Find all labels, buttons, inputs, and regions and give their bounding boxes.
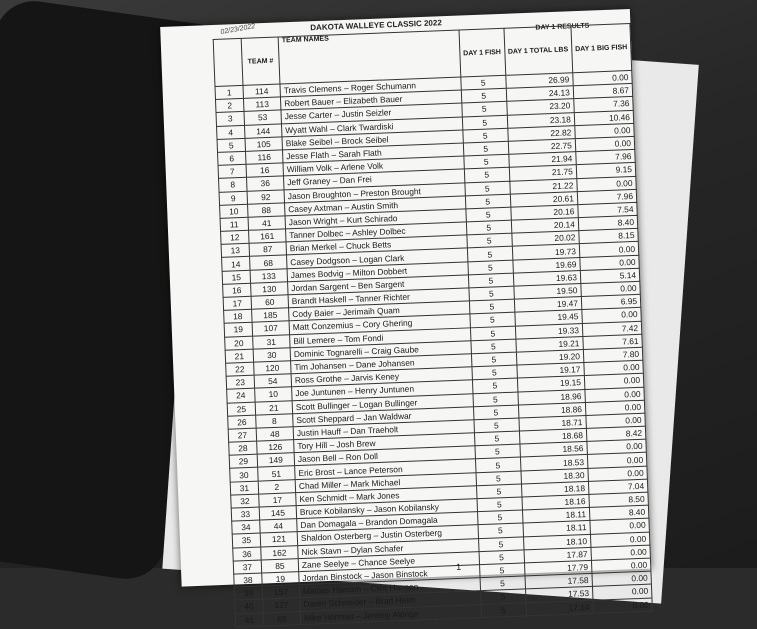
big-fish-cell: 9.15: [576, 163, 636, 178]
fish-cell: 5: [465, 181, 510, 196]
team-names-cell: Scott Bullinger – Logan Bullinger: [292, 393, 473, 413]
team-number-cell: 31: [253, 334, 291, 349]
place-cell: 28: [229, 441, 257, 455]
big-fish-cell: 5.14: [580, 268, 640, 283]
page-number: 1: [455, 561, 462, 573]
place-cell: 37: [233, 560, 261, 574]
fish-cell: 5: [470, 326, 515, 341]
team-names-cell: Mattias Hanson – Clint Hanson: [299, 578, 480, 598]
big-fish-cell: 0.00: [593, 598, 653, 613]
total-lbs-cell: 19.50: [513, 284, 581, 300]
team-number-cell: 68: [249, 255, 287, 270]
team-number-cell: 19: [262, 572, 300, 587]
team-names-cell: Nick Stavn – Dylan Schafer: [298, 538, 479, 558]
total-lbs-cell: 21.75: [509, 165, 577, 181]
place-cell: 29: [229, 454, 257, 468]
team-names-cell: Bruce Kobilansky – Jason Kobilansky: [296, 499, 477, 519]
total-lbs-cell: 18.10: [523, 534, 591, 550]
team-names-cell: Jesse Carter – Justin Seizler: [281, 103, 462, 123]
team-number-cell: 149: [257, 453, 295, 468]
big-fish-cell: 7.04: [588, 479, 648, 494]
team-names-cell: Casey Axtman – Austin Smith: [285, 196, 466, 216]
big-fish-cell: 8.40: [589, 505, 649, 520]
fish-cell: 5: [461, 88, 506, 103]
team-names-cell: Jason Wright – Kurt Schirado: [285, 209, 466, 229]
total-lbs-cell: 19.21: [515, 336, 583, 352]
big-fish-cell: 7.80: [583, 347, 643, 362]
fish-cell: 5: [480, 576, 525, 591]
total-lbs-cell: 18.71: [518, 415, 586, 431]
place-cell: 32: [231, 494, 259, 508]
place-cell: 13: [221, 244, 249, 258]
fish-cell: 5: [480, 589, 525, 604]
total-lbs-cell: 18.68: [519, 429, 587, 445]
total-lbs-cell: 22.82: [507, 125, 575, 141]
fish-cell: 5: [462, 115, 507, 130]
team-number-cell: 105: [245, 137, 283, 152]
big-fish-cell: 0.00: [587, 439, 647, 454]
place-cell: 38: [234, 573, 262, 587]
fish-cell: 5: [463, 128, 508, 143]
team-number-cell: 10: [255, 387, 293, 402]
big-fish-cell: 0.00: [581, 281, 641, 296]
team-number-cell: 85: [261, 558, 299, 573]
team-number-cell: 144: [244, 123, 282, 138]
total-lbs-cell: 17.14: [526, 600, 594, 616]
team-number-cell: 2: [258, 479, 296, 494]
team-number-cell: 107: [252, 321, 290, 336]
fish-cell: 5: [468, 273, 513, 288]
col-day1-fish: DAY 1 FISH: [459, 28, 506, 77]
place-cell: 15: [222, 270, 250, 284]
team-names-cell: Travis Clemens – Roger Schumann: [280, 77, 461, 97]
team-names-cell: Joe Juntunen – Henry Juntunen: [292, 380, 473, 400]
fish-cell: 5: [470, 313, 515, 328]
team-names-cell: Brandt Haskell – Tanner Richter: [288, 288, 469, 308]
big-fish-cell: 0.00: [585, 387, 645, 402]
total-lbs-cell: 19.73: [512, 244, 580, 260]
fish-cell: 5: [479, 563, 524, 578]
fish-cell: 5: [471, 339, 516, 354]
team-number-cell: 162: [261, 545, 299, 560]
fish-cell: 5: [468, 260, 513, 275]
total-lbs-cell: 18.11: [523, 521, 591, 537]
total-lbs-cell: 18.56: [519, 442, 587, 458]
big-fish-cell: 0.00: [590, 532, 650, 547]
big-fish-cell: 0.00: [587, 453, 647, 468]
total-lbs-cell: 21.22: [509, 178, 577, 194]
big-fish-cell: 0.00: [585, 400, 645, 415]
total-lbs-cell: 19.69: [512, 257, 580, 273]
team-names-cell: Jordan Sargent – Ben Sargent: [288, 275, 469, 295]
big-fish-cell: 0.00: [575, 136, 635, 151]
team-number-cell: 185: [252, 308, 290, 323]
big-fish-cell: 0.00: [582, 308, 642, 323]
big-fish-cell: 7.96: [576, 150, 636, 165]
total-lbs-cell: 18.18: [521, 481, 589, 497]
place-cell: 5: [217, 138, 245, 152]
big-fish-cell: 8.42: [586, 426, 646, 441]
date-stamp: 02/23/2022: [219, 22, 256, 37]
place-cell: 31: [230, 481, 258, 495]
total-lbs-cell: 20.16: [510, 205, 578, 221]
fish-cell: 5: [469, 286, 514, 301]
team-names-cell: Scott Sheppard – Jan Waldwar: [293, 406, 474, 426]
total-lbs-cell: 17.79: [524, 560, 592, 576]
team-number-cell: 114: [243, 84, 281, 99]
team-names-cell: Mike Herman – Jeremy Alonge: [300, 604, 481, 624]
big-fish-cell: 7.36: [574, 97, 634, 112]
big-fish-cell: 0.00: [591, 558, 651, 573]
team-names-cell: Jordan Binstock – Jason Binstock: [299, 565, 480, 585]
team-number-cell: 48: [256, 427, 294, 442]
total-lbs-cell: 18.11: [522, 508, 590, 524]
team-number-cell: 60: [251, 295, 289, 310]
total-lbs-cell: 24.13: [506, 86, 574, 102]
fish-cell: 5: [467, 233, 512, 248]
big-fish-cell: 0.00: [584, 374, 644, 389]
total-lbs-cell: 17.58: [525, 573, 593, 589]
team-number-cell: 21: [255, 400, 293, 415]
results-sheet: [160, 9, 651, 625]
team-number-cell: 87: [249, 242, 287, 257]
team-names-cell: Dan Domagala – Brandon Domagala: [297, 512, 478, 532]
team-number-cell: 88: [247, 203, 285, 218]
place-cell: 25: [227, 402, 255, 416]
total-lbs-cell: 17.53: [525, 587, 593, 603]
big-fish-cell: 10.46: [574, 110, 634, 125]
fish-cell: 5: [475, 457, 520, 472]
team-names-cell: Tanner Dolbec – Ashley Dolbec: [286, 222, 467, 242]
total-lbs-cell: 22.75: [508, 139, 576, 155]
total-lbs-cell: 18.30: [520, 468, 588, 484]
team-names-cell: Casey Dodgson – Logan Clark: [287, 248, 468, 268]
fish-cell: 5: [465, 194, 510, 209]
team-names-cell: James Bodvig – Milton Dobbert: [287, 262, 468, 282]
place-cell: 7: [218, 164, 246, 178]
big-fish-cell: 8.67: [573, 84, 633, 99]
big-fish-cell: 7.54: [578, 202, 638, 217]
place-cell: 34: [232, 520, 260, 534]
team-names-cell: Ross Grothe – Jarvis Keney: [291, 367, 472, 387]
place-cell: 6: [218, 151, 246, 165]
place-cell: 10: [220, 204, 248, 218]
team-names-cell: Justin Hauff – Dan Traeholt: [293, 420, 474, 440]
fish-cell: 5: [464, 168, 509, 183]
team-number-cell: 157: [262, 585, 300, 600]
col-team-names: TEAM NAMES: [278, 30, 460, 84]
fish-cell: 5: [473, 392, 518, 407]
fish-cell: 5: [464, 154, 509, 169]
col-day1-total-lbs: DAY 1 TOTAL LBS: [504, 26, 573, 76]
total-lbs-cell: 19.15: [517, 376, 585, 392]
total-lbs-cell: 20.61: [510, 191, 578, 207]
place-cell: 41: [235, 612, 263, 626]
big-fish-cell: 0.00: [592, 584, 652, 599]
team-names-cell: Tim Johansen – Dane Johansen: [291, 354, 472, 374]
total-lbs-cell: 18.53: [520, 455, 588, 471]
fish-cell: 5: [476, 484, 521, 499]
team-number-cell: 8: [256, 413, 294, 428]
fish-cell: 5: [472, 365, 517, 380]
big-fish-cell: 6.95: [581, 294, 641, 309]
team-names-cell: Jeff Graney – Dan Frei: [284, 169, 465, 189]
team-number-cell: 113: [243, 97, 281, 112]
place-cell: 16: [223, 283, 251, 297]
team-names-cell: Tory Hill – Josh Brew: [294, 433, 475, 453]
big-fish-cell: 0.00: [592, 571, 652, 586]
place-cell: 27: [228, 428, 256, 442]
document-title: DAKOTA WALLEYE CLASSIC 2022: [310, 18, 442, 33]
team-names-cell: Chad Miller – Mark Michael: [295, 472, 476, 492]
team-number-cell: 30: [253, 348, 291, 363]
team-names-cell: Jesse Flath – Sarah Flath: [282, 143, 463, 163]
total-lbs-cell: 23.20: [506, 99, 574, 115]
place-cell: 22: [226, 362, 254, 376]
big-fish-cell: 8.40: [578, 215, 638, 230]
fish-cell: 5: [462, 102, 507, 117]
total-lbs-cell: 19.17: [516, 363, 584, 379]
team-names-cell: Shaldon Osterberg – Justin Osterberg: [297, 525, 478, 545]
team-names-cell: Jason Bell – Ron Doll: [294, 446, 475, 466]
total-lbs-cell: 19.20: [516, 349, 584, 365]
team-names-cell: Brian Merkel – Chuck Betts: [286, 235, 467, 255]
place-cell: 12: [221, 230, 249, 244]
place-cell: 4: [217, 125, 245, 139]
fish-cell: 5: [477, 497, 522, 512]
total-lbs-cell: 23.18: [507, 112, 575, 128]
fish-cell: 5: [469, 299, 514, 314]
place-cell: 2: [216, 99, 244, 113]
fish-cell: 5: [475, 444, 520, 459]
place-cell: 18: [224, 309, 252, 323]
team-number-cell: 51: [258, 466, 296, 481]
col-team-number: TEAM #: [241, 37, 280, 85]
place-cell: 17: [223, 296, 251, 310]
big-fish-cell: 0.00: [577, 176, 637, 191]
results-table: [213, 23, 653, 627]
total-lbs-cell: 18.96: [517, 389, 585, 405]
big-fish-cell: 0.00: [580, 255, 640, 270]
team-number-cell: 145: [259, 506, 297, 521]
total-lbs-cell: 19.45: [514, 310, 582, 326]
team-number-cell: 116: [245, 150, 283, 165]
team-names-cell: Daren Schneider – Brad Heim: [300, 591, 481, 611]
team-number-cell: 44: [260, 519, 298, 534]
team-number-cell: 161: [248, 229, 286, 244]
team-number-cell: 16: [246, 163, 284, 178]
team-number-cell: 17: [259, 492, 297, 507]
fish-cell: 5: [467, 247, 512, 262]
place-cell: 40: [235, 599, 263, 613]
fish-cell: 5: [476, 471, 521, 486]
place-cell: 8: [219, 178, 247, 192]
team-number-cell: 92: [247, 189, 285, 204]
total-lbs-cell: 19.47: [514, 297, 582, 313]
place-cell: 30: [230, 468, 258, 482]
total-lbs-cell: 17.87: [524, 547, 592, 563]
fish-cell: 5: [474, 431, 519, 446]
total-lbs-cell: 20.02: [511, 231, 579, 247]
place-cell: 36: [233, 547, 261, 561]
place-cell: 33: [231, 507, 259, 521]
place-cell: 1: [215, 85, 243, 99]
place-cell: 35: [232, 533, 260, 547]
fish-cell: 5: [478, 523, 523, 538]
team-names-cell: Eric Brost – Lance Peterson: [295, 459, 476, 479]
big-fish-cell: 0.00: [586, 413, 646, 428]
team-names-cell: Robert Bauer – Elizabeth Bauer: [280, 90, 461, 110]
fish-cell: 5: [481, 602, 526, 617]
fish-cell: 5: [463, 141, 508, 156]
fish-cell: 5: [479, 550, 524, 565]
total-lbs-cell: 19.33: [515, 323, 583, 339]
team-names-cell: Bill Lemere – Tom Fondi: [290, 327, 471, 347]
team-names-cell: William Volk – Arlene Volk: [283, 156, 464, 176]
fish-cell: 5: [466, 220, 511, 235]
total-lbs-cell: 18.16: [522, 494, 590, 510]
total-lbs-cell: 21.94: [508, 152, 576, 168]
team-names-cell: Matt Conzemius – Cory Ghering: [289, 314, 470, 334]
team-number-cell: 133: [250, 268, 288, 283]
place-cell: 19: [224, 323, 252, 337]
team-number-cell: 54: [254, 374, 292, 389]
big-fish-cell: 0.00: [588, 466, 648, 481]
fish-cell: 5: [474, 418, 519, 433]
team-names-cell: Dominic Tognarelli – Craig Gaube: [290, 341, 471, 361]
place-cell: 39: [234, 586, 262, 600]
team-names-cell: Ken Schmidt – Mark Jones: [296, 486, 477, 506]
team-names-cell: Jason Broughton – Preston Brought: [284, 182, 465, 202]
place-cell: 11: [220, 217, 248, 231]
big-fish-cell: 0.00: [579, 242, 639, 257]
place-cell: 23: [226, 375, 254, 389]
team-number-cell: 121: [260, 532, 298, 547]
place-cell: 21: [225, 349, 253, 363]
place-cell: 9: [219, 191, 247, 205]
place-cell: 20: [225, 336, 253, 350]
team-number-cell: 53: [244, 110, 282, 125]
fish-cell: 5: [461, 75, 506, 90]
team-number-cell: 130: [251, 282, 289, 297]
col-place: [213, 38, 243, 86]
total-lbs-cell: 18.86: [518, 402, 586, 418]
team-names-cell: Zane Seelye – Chance Seelye: [298, 551, 479, 571]
place-cell: 24: [227, 388, 255, 402]
big-fish-cell: 0.00: [591, 545, 651, 560]
team-number-cell: 126: [257, 440, 295, 455]
big-fish-cell: 7.96: [577, 189, 637, 204]
place-cell: 26: [228, 415, 256, 429]
team-number-cell: 41: [248, 216, 286, 231]
total-lbs-cell: 19.63: [513, 270, 581, 286]
fish-cell: 5: [471, 352, 516, 367]
big-fish-cell: 7.42: [582, 321, 642, 336]
team-names-cell: Cody Baier – Jerimaih Quam: [289, 301, 470, 321]
big-fish-cell: 0.00: [584, 360, 644, 375]
team-names-cell: Wyatt Wahl – Clark Twardiski: [281, 117, 462, 137]
team-number-cell: 127: [263, 598, 301, 613]
document-subtitle: DAY 1 RESULTS: [535, 22, 590, 32]
place-cell: 14: [222, 257, 250, 271]
fish-cell: 5: [466, 207, 511, 222]
big-fish-cell: 0.00: [573, 70, 633, 85]
big-fish-cell: 8.50: [589, 492, 649, 507]
fish-cell: 5: [472, 378, 517, 393]
total-lbs-cell: 26.99: [505, 73, 573, 89]
team-names-cell: Blake Seibel – Brock Seibel: [282, 130, 463, 150]
fish-cell: 5: [477, 510, 522, 525]
big-fish-cell: 0.00: [590, 518, 650, 533]
fish-cell: 5: [473, 405, 518, 420]
col-day1-big-fish: DAY 1 BIG FISH: [571, 23, 632, 72]
big-fish-cell: 7.61: [583, 334, 643, 349]
team-number-cell: 120: [254, 361, 292, 376]
place-cell: 3: [216, 112, 244, 126]
big-fish-cell: 8.15: [579, 229, 639, 244]
total-lbs-cell: 20.14: [511, 218, 579, 234]
big-fish-cell: 0.00: [575, 123, 635, 138]
fish-cell: 5: [478, 537, 523, 552]
team-number-cell: 36: [246, 176, 284, 191]
team-number-cell: 69: [263, 611, 301, 626]
